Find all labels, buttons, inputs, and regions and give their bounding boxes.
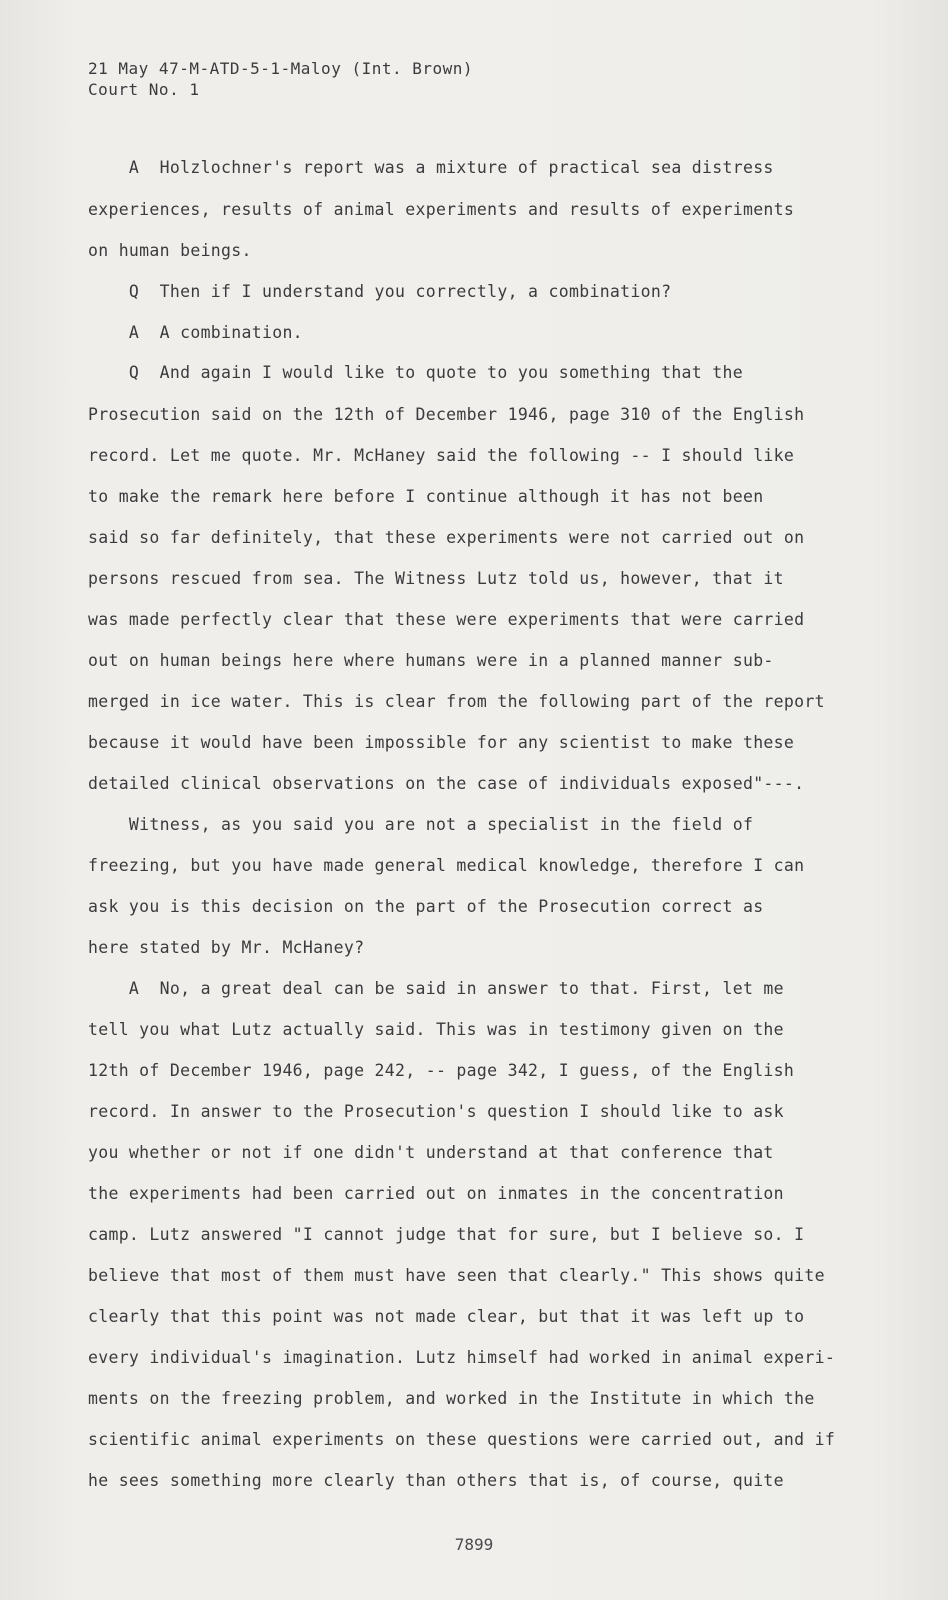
page-number: 7899 bbox=[454, 1535, 494, 1554]
body-line: because it would have been impossible for any scientist to make these bbox=[88, 733, 795, 752]
body-line: record. In answer to the Prosecution's question I should like to ask bbox=[88, 1102, 784, 1121]
body-line: merged in ice water. This is clear from the following part of the report bbox=[88, 692, 825, 711]
body-line: A A combination. bbox=[88, 323, 303, 342]
body-line: every individual's imagination. Lutz himself had worked in animal experi- bbox=[88, 1348, 836, 1367]
body-line: Q Then if I understand you correctly, a combination? bbox=[88, 282, 672, 301]
body-line: A No, a great deal can be said in answer to that. First, let me bbox=[88, 979, 784, 998]
body-line: to make the remark here before I continue although it has not been bbox=[88, 487, 764, 506]
body-line: record. Let me quote. Mr. McHaney said the following -- I should like bbox=[88, 446, 795, 465]
body-line: ments on the freezing problem, and worked in the Institute in which the bbox=[88, 1389, 815, 1408]
body-line: A Holzlochner's report was a mixture of practical sea distress bbox=[88, 158, 774, 177]
body-line: believe that most of them must have seen that clearly." This shows quite bbox=[88, 1266, 825, 1285]
body-line: camp. Lutz answered "I cannot judge that for sure, but I believe so. I bbox=[88, 1225, 805, 1244]
body-line: said so far definitely, that these experiments were not carried out on bbox=[88, 528, 805, 547]
body-line: clearly that this point was not made clear, but that it was left up to bbox=[88, 1307, 805, 1326]
body-line: 12th of December 1946, page 242, -- page 342, I guess, of the English bbox=[88, 1061, 795, 1080]
body-line: Witness, as you said you are not a specialist in the field of bbox=[88, 815, 754, 834]
body-line: he sees something more clearly than others that is, of course, quite bbox=[88, 1471, 784, 1490]
body-line: tell you what Lutz actually said. This was in testimony given on the bbox=[88, 1020, 784, 1039]
body-line: freezing, but you have made general medical knowledge, therefore I can bbox=[88, 856, 805, 875]
body-line: detailed clinical observations on the case of individuals exposed"---. bbox=[88, 774, 805, 793]
body-line: scientific animal experiments on these questions were carried out, and if bbox=[88, 1430, 836, 1449]
body-line: you whether or not if one didn't understand at that conference that bbox=[88, 1143, 774, 1162]
body-line: Prosecution said on the 12th of December 1946, page 310 of the English bbox=[88, 405, 805, 424]
body-line: was made perfectly clear that these were experiments that were carried bbox=[88, 610, 805, 629]
header-session-line: 21 May 47-M-ATD-5-1-Maloy (Int. Brown) bbox=[88, 59, 474, 78]
body-line: out on human beings here where humans were in a planned manner sub- bbox=[88, 651, 774, 670]
body-line: Q And again I would like to quote to you something that the bbox=[88, 363, 743, 382]
header-court-line: Court No. 1 bbox=[88, 80, 200, 99]
body-line: on human beings. bbox=[88, 241, 252, 260]
body-line: experiences, results of animal experiments and results of experiments bbox=[88, 200, 795, 219]
body-line: persons rescued from sea. The Witness Lutz told us, however, that it bbox=[88, 569, 784, 588]
body-line: here stated by Mr. McHaney? bbox=[88, 938, 365, 957]
body-line: ask you is this decision on the part of the Prosecution correct as bbox=[88, 897, 764, 916]
body-line: the experiments had been carried out on inmates in the concentration bbox=[88, 1184, 784, 1203]
